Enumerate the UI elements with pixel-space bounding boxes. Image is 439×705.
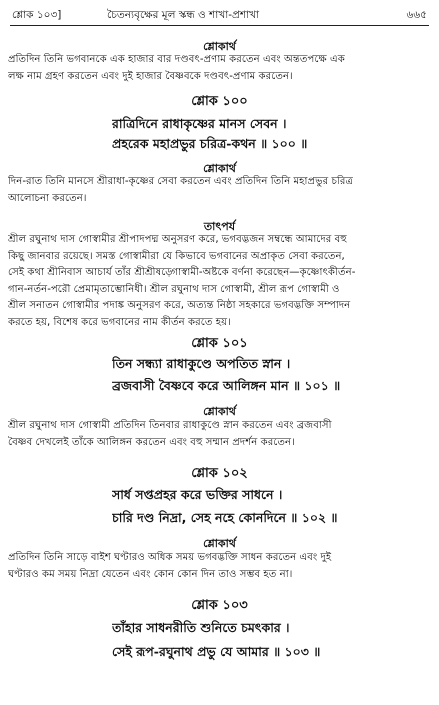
verse-line: তাঁহার সাধনরীতি শুনিতে চমৎকার । (112, 620, 290, 635)
text-line: দিন-রাত তিনি মানসে শ্রীরাধা-কৃষ্ণের সেবা করতেন এবং প্রতিদিন তিনি মহাপ্রভুর চরিত্র (8, 176, 354, 187)
header-page-number: ৬৬৫ (406, 9, 427, 21)
translation-text (8, 550, 431, 583)
verse-number: শ্লোক ১০১ (191, 336, 248, 351)
text-line: শ্রীল রঘুনাথ দাস গোস্বামীর শ্রীপাদপদ্ম অনুসরণ করে, ভগবদ্ভজন সম্বন্ধে আমাদের বহু (8, 234, 347, 245)
translation-text (8, 52, 431, 85)
text-line: শ্রীল রঘুনাথ দাস গোস্বামী প্রতিদিন তিনবার রাধাকুণ্ডে স্নান করতেন এবং ব্রজবাসী (8, 420, 332, 431)
text-line: প্রতিদিন তিনি ভগবানকে এক হাজার বার দণ্ডবৎ-প্রণাম করতেন এবং অন্ততপক্ষে এক (8, 54, 345, 65)
text-line: সেই কথা শ্রীনিবাস আচার্য তাঁর শ্রীশ্রীষড়্গোস্বামী-অষ্টকে বর্ণনা করেছেন—কৃষ্ণোৎকীর্তন- (8, 267, 356, 279)
verse-line: রাত্রিদিনে রাধাকৃষ্ণের মানস সেবন । (112, 116, 287, 131)
verse-line: চারি দণ্ড নিদ্রা, সেহ নহে কোনদিনে ॥ ১০২ ॥ (112, 510, 338, 525)
verse-line: সার্ধ সপ্তপ্রহর করে ভক্তির সাধনে । (112, 487, 283, 502)
header-chapter-title: চৈতন্যবৃক্ষের মূল স্কন্ধ ও শাখা-প্রশাখা (107, 9, 260, 21)
text-line: করতে হয়, বিশেষ করে ভগবানের নাম কীর্তন করতে হয়। (8, 316, 231, 328)
text-line: শ্রীল সনাতন গোস্বামীর পদাঙ্ক অনুসরণ করে, অত্যন্ত নিষ্ঠা সহকারে ভগবদ্ভক্তি সম্পাদন (8, 300, 351, 312)
text-line: আলোচনা করতেন। (8, 192, 87, 204)
text-line: বৈষ্ণব দেখলেই তাঁকে আলিঙ্গন করতেন এবং বহু সম্মান প্রদর্শন করতেন। (8, 436, 295, 448)
header-divider (10, 25, 429, 26)
translation-text (8, 174, 431, 207)
text-line: ঘণ্টারও কম সময় নিদ্রা যেতেন এবং কোন কোন দিন তাও সম্ভব হত না। (8, 568, 293, 580)
purport-label: তাৎপর্য (203, 220, 236, 233)
translation-label: শ্লোকার্থ (203, 405, 236, 418)
text-line: প্রতিদিন তিনি সাড়ে বাইশ ঘণ্টারও অধিক সময় ভগবদ্ভক্তি সাধন করতেন এবং দুই (8, 552, 332, 563)
verse-line: তিন সন্ধ্যা রাধাকুণ্ডে অপতিত স্নান । (112, 356, 291, 371)
verse-number: শ্লোক ১০৩ (191, 598, 248, 613)
header-verse-ref: শ্লোক ১০৩] (12, 9, 62, 21)
verse-line: ব্রজবাসী বৈষ্ণবে করে আলিঙ্গন মান ॥ ১০১ ॥ (112, 378, 341, 393)
translation-text (8, 418, 431, 451)
translation-label: শ্লোকার্থ (203, 40, 236, 53)
text-line: লক্ষ নাম গ্রহণ করতেন এবং দুই হাজার বৈষ্ণবকে দণ্ডবৎ-প্রণাম করতেন। (8, 70, 293, 82)
text-line: গান-নর্তন-পরৌ প্রেমামৃতাম্ভোনিধী। শ্রীল রঘুনাথ দাস গোস্বামী, শ্রীল রূপ গোস্বামী ও (8, 283, 340, 295)
running-header (12, 6, 427, 24)
translation-label: শ্লোকার্থ (203, 162, 236, 175)
verse-line: সেই রূপ-রঘুনাথ প্রভু যে আমার ॥ ১০৩ ॥ (112, 644, 321, 659)
verse-number: শ্লোক ১০২ (191, 466, 248, 481)
text-line: কিছু জানবার রয়েছে। সমস্ত গোস্বামীরা যে কিভাবে ভগবানের অপ্রাকৃত সেবা করতেন, (8, 250, 345, 262)
purport-text (8, 232, 431, 332)
verse-number: শ্লোক ১০০ (191, 94, 248, 109)
verse-line: প্রহরেক মহাপ্রভুর চরিত্র-কথন ॥ ১০০ ॥ (112, 136, 308, 151)
translation-label: শ্লোকার্থ (203, 537, 236, 550)
